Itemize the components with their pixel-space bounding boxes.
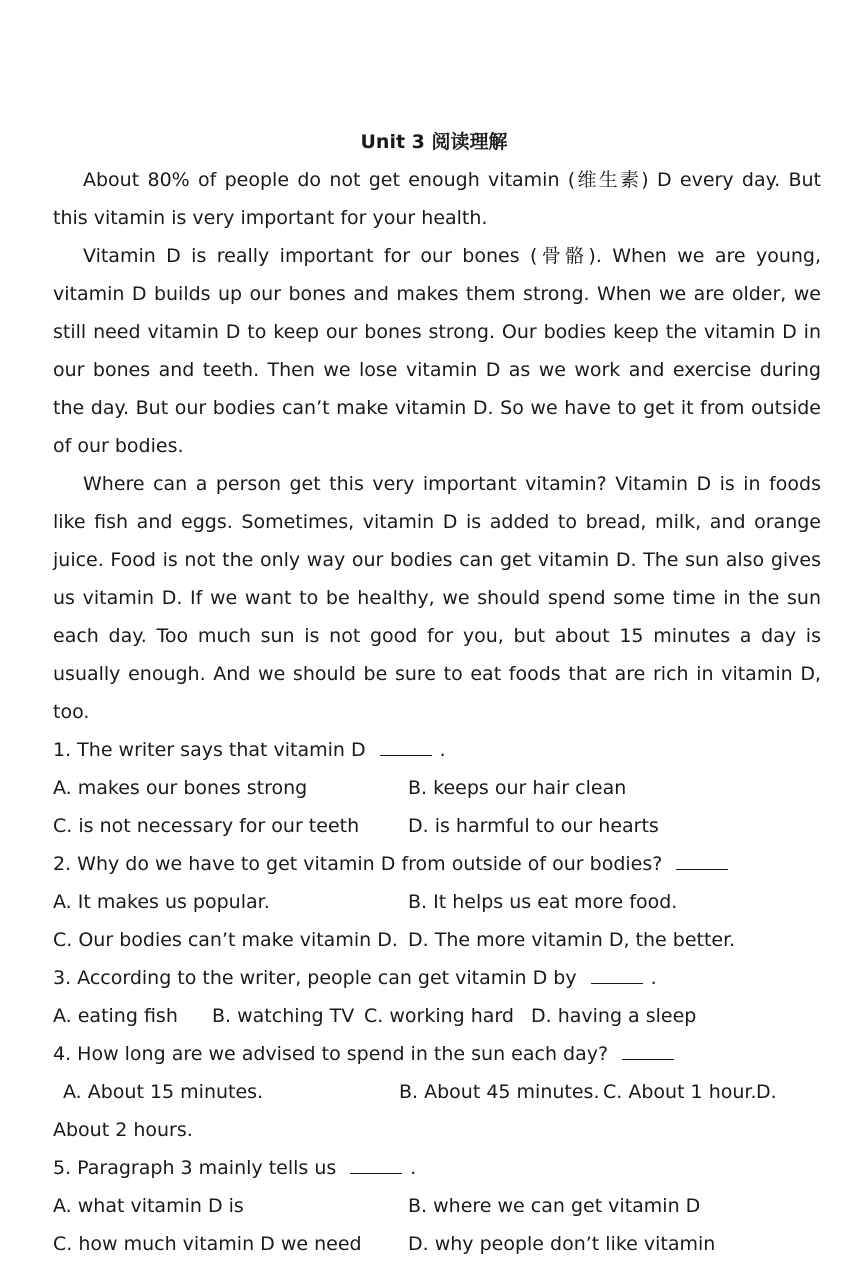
question-5-options-row-2 [53, 1225, 821, 1263]
question-1-option-d[interactable]: D. is harmful to our hearts [408, 815, 659, 837]
question-1-option-a[interactable]: A. makes our bones strong [53, 777, 308, 799]
question-2-option-d[interactable]: D. The more vitamin D, the better. [408, 929, 736, 951]
answer-blank-2[interactable] [676, 847, 728, 870]
question-3-options-row [53, 997, 821, 1035]
question-3-option-b[interactable]: B. watching TV [212, 1005, 355, 1027]
page-title: Unit 3 阅读理解 [360, 131, 508, 153]
question-1-option-b[interactable]: B. keeps our hair clean [408, 777, 627, 799]
question-4-options-row [53, 1073, 821, 1111]
question-4-option-d-continued[interactable]: About 2 hours. [53, 1119, 193, 1141]
paragraph-2: Vitamin D is really important for our bones (骨骼). When we are young, vitamin D builds up our bones and makes them strong. When we are older, we still need vitamin D to keep our bones strong. Our bodies keep the vitamin D in our bones and teeth. Then we lose vitamin D as we work and exercise during the day. But our bodies can’t make vitamin D. So we have to get it from outside of our bodies. [53, 245, 821, 457]
paragraph-1: About 80% of people do not get enough vitamin (维生素) D every day. But this vitamin is very important for your health. [53, 169, 821, 229]
question-3-option-a[interactable]: A. eating fish [53, 1005, 178, 1027]
answer-blank-4[interactable] [622, 1037, 674, 1060]
answer-blank-3[interactable] [591, 961, 643, 984]
question-2-options-row-2 [53, 921, 821, 959]
question-5-option-c[interactable]: C. how much vitamin D we need [53, 1233, 362, 1255]
question-5-option-b[interactable]: B. where we can get vitamin D [408, 1195, 701, 1217]
answer-blank-1[interactable] [380, 733, 432, 756]
question-3-stem: 3. According to the writer, people can get vitamin D by . [53, 959, 821, 997]
question-5-stem: 5. Paragraph 3 mainly tells us . [53, 1149, 821, 1187]
question-5-option-d[interactable]: D. why people don’t like vitamin [408, 1233, 716, 1255]
reading-passage [53, 161, 821, 1263]
question-4-stem: 4. How long are we advised to spend in the sun each day? [53, 1035, 821, 1073]
question-2-stem: 2. Why do we have to get vitamin D from outside of our bodies? [53, 845, 821, 883]
paragraph-3: Where can a person get this very important vitamin? Vitamin D is in foods like fish and eggs. Sometimes, vitamin D is added to bread, milk, and orange juice. Food is not the only way our bodies can get vitamin D. The sun also gives us vitamin D. If we want to be healthy, we should spend some time in the sun each day. Too much sun is not good for you, but about 15 minutes a day is usually enough. And we should be sure to eat foods that are rich in vitamin D, too. [53, 473, 821, 723]
question-2-option-b[interactable]: B. It helps us eat more food. [408, 891, 678, 913]
question-1-option-c[interactable]: C. is not necessary for our teeth [53, 815, 360, 837]
question-1-stem: 1. The writer says that vitamin D . [53, 731, 821, 769]
question-1-options-row-2 [53, 807, 821, 845]
question-5-options-row-1 [53, 1187, 821, 1225]
question-4-option-b[interactable]: B. About 45 minutes. [399, 1081, 600, 1103]
question-4-option-a[interactable]: A. About 15 minutes. [63, 1081, 264, 1103]
question-3-option-c[interactable]: C. working hard [364, 1005, 514, 1027]
question-4-option-c[interactable]: C. About 1 hour. [603, 1081, 757, 1103]
question-2-option-a[interactable]: A. It makes us popular. [53, 891, 270, 913]
question-2-options-row-1 [53, 883, 821, 921]
question-4-option-d[interactable]: D. [756, 1081, 777, 1103]
answer-blank-5[interactable] [350, 1151, 402, 1174]
question-3-option-d[interactable]: D. having a sleep [531, 1005, 697, 1027]
question-2-option-c[interactable]: C. Our bodies can’t make vitamin D. [53, 929, 398, 951]
question-1-options-row-1 [53, 769, 821, 807]
question-5-option-a[interactable]: A. what vitamin D is [53, 1195, 244, 1217]
